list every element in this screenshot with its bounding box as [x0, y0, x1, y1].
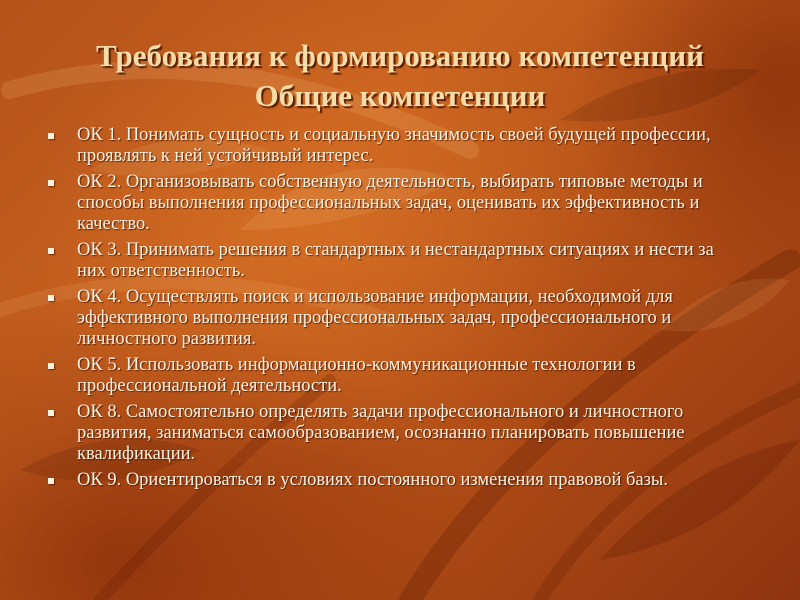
slide-title	[20, 36, 780, 116]
competency-text: ОК 1. Понимать сущность и социальную значимость своей будущей профессии, проявлять к ней устойчивый интерес.	[77, 125, 711, 166]
competency-item-ok2	[46, 172, 746, 235]
competency-text: ОК 8. Самостоятельно определять задачи профессионального и личностного развития, заниматься самообразованием, осознанно планировать повышение квалификации.	[77, 402, 685, 464]
bullet-square-icon	[48, 363, 54, 369]
bullet-square-icon	[48, 410, 54, 416]
bullet-square-icon	[48, 180, 54, 186]
competency-list	[46, 125, 746, 496]
bullet-square-icon	[48, 248, 54, 254]
competency-text: ОК 3. Принимать решения в стандартных и нестандартных ситуациях и нести за них ответственность.	[77, 240, 714, 281]
competency-item-ok3	[46, 240, 746, 282]
competency-item-ok5	[46, 355, 746, 397]
slide-title-line-1: Требования к формированию компетенций	[95, 38, 704, 73]
competency-text: ОК 5. Использовать информационно-коммуникационные технологии в профессиональной деятельности.	[77, 355, 636, 396]
competency-text: ОК 4. Осуществлять поиск и использование информации, необходимой для эффективного выполнения профессиональных задач, профессионального и личностного развития.	[77, 287, 673, 349]
slide-title-line-2: Общие компетенции	[254, 78, 546, 113]
bullet-square-icon	[48, 478, 54, 484]
competency-item-ok9	[46, 470, 746, 491]
bullet-square-icon	[48, 295, 54, 301]
competency-item-ok1	[46, 125, 746, 167]
competency-item-ok4	[46, 287, 746, 350]
competency-item-ok8	[46, 402, 746, 465]
bullet-square-icon	[48, 133, 54, 139]
competency-text: ОК 9. Ориентироваться в условиях постоянного изменения правовой базы.	[77, 470, 668, 490]
competency-text: ОК 2. Организовывать собственную деятельность, выбирать типовые методы и способы выполнения профессиональных задач, оценивать их эффективность и качество.	[77, 172, 703, 234]
